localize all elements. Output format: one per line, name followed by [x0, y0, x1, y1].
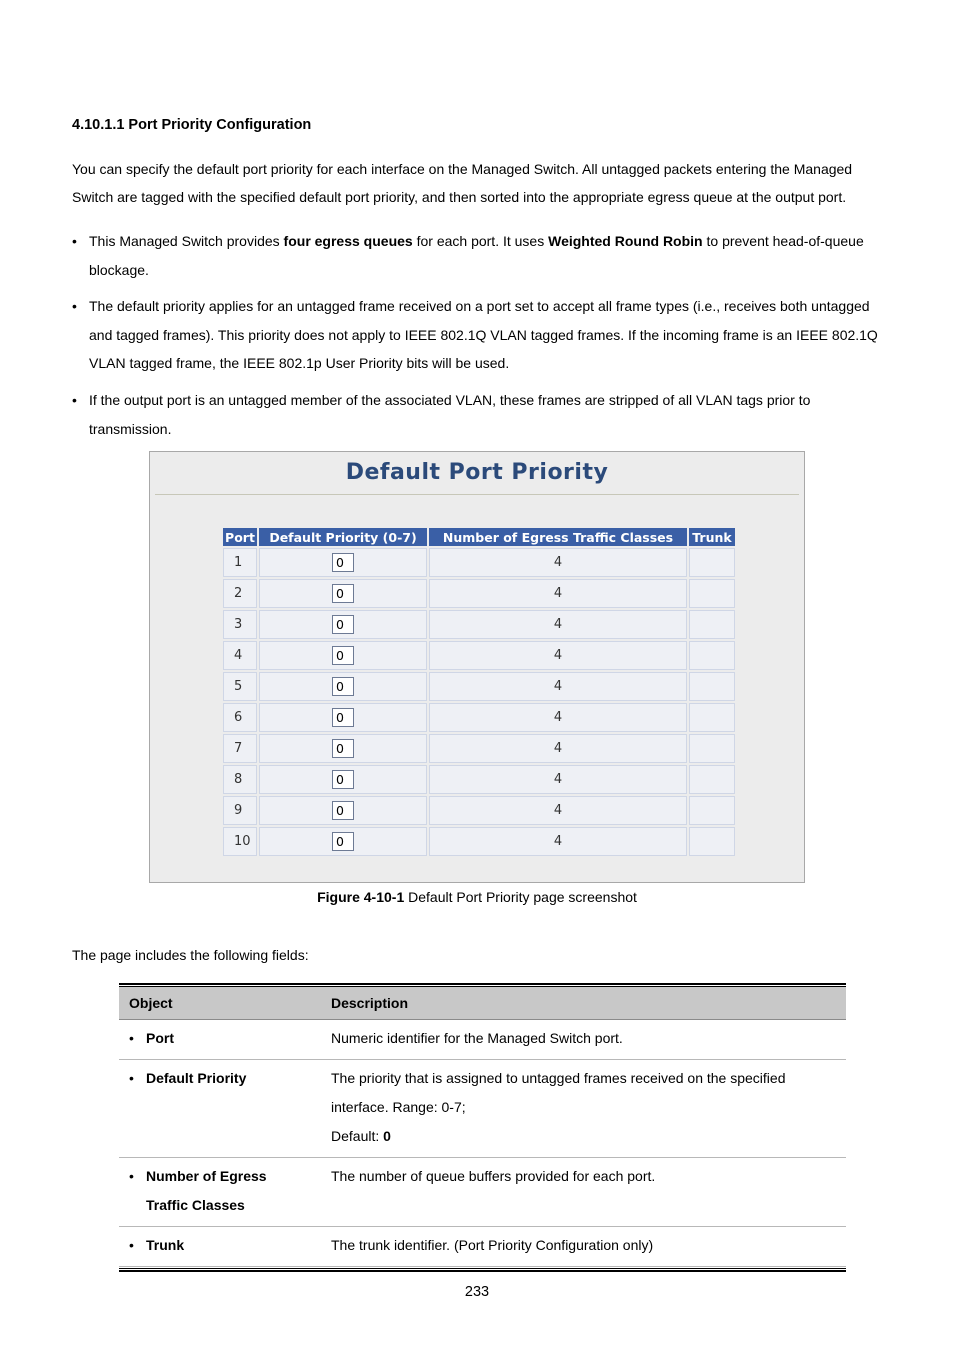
default-priority-input[interactable] [332, 832, 354, 851]
bullet-bold-text: Weighted Round Robin [548, 233, 703, 249]
default-priority-input[interactable] [332, 646, 354, 665]
port-cell: 3 [223, 610, 257, 639]
table-row [223, 765, 735, 794]
object-name: Number of Egress Traffic Classes [146, 1168, 267, 1213]
trunk-cell [689, 610, 735, 639]
priority-cell [259, 703, 427, 732]
table-row [223, 641, 735, 670]
trunk-cell [689, 796, 735, 825]
table-row [223, 734, 735, 763]
bullet-text: If the output port is an untagged member of the associated VLAN, these frames are stripped of all VLAN tags prior to transmission. [89, 392, 811, 437]
table-row [119, 1158, 846, 1227]
default-number: 0 [383, 1128, 391, 1144]
figure-caption [0, 889, 954, 905]
table-row [119, 1060, 846, 1158]
default-label: Default: [331, 1128, 384, 1144]
egress-classes-cell: 4 [429, 610, 687, 639]
priority-cell [259, 734, 427, 763]
figure-divider [155, 494, 799, 495]
object-name: Default Priority [146, 1070, 247, 1086]
port-cell: 8 [223, 765, 257, 794]
priority-cell [259, 641, 427, 670]
object-description: The number of queue buffers provided for each port. [321, 1158, 846, 1227]
col-port-header: Port [223, 528, 257, 546]
default-priority-input[interactable] [332, 677, 354, 696]
bullet-dot: • [72, 298, 77, 314]
port-cell: 5 [223, 672, 257, 701]
col-trunk-header: Trunk [689, 528, 735, 546]
table-row [119, 1227, 846, 1267]
egress-classes-cell: 4 [429, 765, 687, 794]
port-cell: 10 [223, 827, 257, 856]
default-priority-input[interactable] [332, 770, 354, 789]
bullet-egress-queues [72, 227, 884, 284]
bullet-dot: • [129, 1168, 134, 1184]
egress-classes-cell: 4 [429, 796, 687, 825]
egress-classes-cell: 4 [429, 672, 687, 701]
default-priority-input[interactable] [332, 801, 354, 820]
col-priority-header: Default Priority (0-7) [259, 528, 427, 546]
port-cell: 2 [223, 579, 257, 608]
figure-screenshot [149, 451, 805, 883]
col-egress-header: Number of Egress Traffic Classes [429, 528, 687, 546]
trunk-cell [689, 548, 735, 577]
default-priority-input[interactable] [332, 553, 354, 572]
bullet-bold-text: four egress queues [283, 233, 413, 249]
priority-cell [259, 672, 427, 701]
port-cell: 1 [223, 548, 257, 577]
bullet-text: for each port. It uses [412, 233, 549, 249]
table-row [223, 610, 735, 639]
table-top-rule [119, 983, 846, 985]
default-value [331, 1122, 836, 1151]
port-cell: 9 [223, 796, 257, 825]
default-priority-input[interactable] [332, 584, 354, 603]
table-row [223, 579, 735, 608]
egress-classes-cell: 4 [429, 703, 687, 732]
object-description: The priority that is assigned to untagged frames received on the specified interface. Range: 0-7; [331, 1070, 786, 1115]
caption-label: Figure 4-10-1 [317, 889, 405, 905]
egress-classes-cell: 4 [429, 827, 687, 856]
table-row [223, 827, 735, 856]
bullet-text: The default priority applies for an untagged frame received on a port set to accept all frame types (i.e., receives both untagged and tagged frames). This priority does not apply to IEEE 802.1Q VLAN tagged frames. If the incoming frame is an IEEE 802.1Q VLAN tagged frame, the IEEE 802.1p User Priority bits will be used. [89, 298, 878, 371]
description-header: Description [321, 987, 846, 1020]
bullet-default-priority [72, 292, 884, 378]
egress-classes-cell: 4 [429, 548, 687, 577]
trunk-cell [689, 641, 735, 670]
egress-classes-cell: 4 [429, 579, 687, 608]
port-cell: 7 [223, 734, 257, 763]
default-priority-input[interactable] [332, 615, 354, 634]
bullet-dot: • [72, 392, 77, 408]
trunk-cell [689, 827, 735, 856]
port-priority-table [221, 526, 737, 858]
object-description: The trunk identifier. (Port Priority Configuration only) [321, 1227, 846, 1267]
object-description: Numeric identifier for the Managed Switch port. [321, 1020, 846, 1060]
object-name: Trunk [146, 1237, 185, 1253]
fields-table [119, 987, 846, 1267]
table-row [119, 1020, 846, 1060]
table-bottom-rule [119, 1268, 846, 1269]
page-number: 233 [464, 1284, 490, 1300]
table-row [223, 796, 735, 825]
default-priority-input[interactable] [332, 739, 354, 758]
caption-text: Default Port Priority page screenshot [404, 889, 637, 905]
bullet-text: This Managed Switch provides [89, 233, 284, 249]
port-cell: 4 [223, 641, 257, 670]
bullet-text: to prevent head-of-queue blockage. [89, 233, 864, 278]
bullet-dot: • [129, 1070, 134, 1086]
priority-cell [259, 548, 427, 577]
priority-cell [259, 827, 427, 856]
trunk-cell [689, 703, 735, 732]
bullet-dot: • [129, 1030, 134, 1046]
default-priority-input[interactable] [332, 708, 354, 727]
table-row [223, 703, 735, 732]
trunk-cell [689, 734, 735, 763]
priority-cell [259, 765, 427, 794]
egress-classes-cell: 4 [429, 641, 687, 670]
intro-paragraph: You can specify the default port priority for each interface on the Managed Switch. All untagged packets entering the Managed Switch are tagged with the specified default port priority, and then sorted into the appropriate egress queue at the output port. [72, 161, 853, 205]
priority-cell [259, 610, 427, 639]
object-name: Port [146, 1030, 174, 1046]
egress-classes-cell: 4 [429, 734, 687, 763]
figure-title: Default Port Priority [345, 460, 609, 485]
priority-cell [259, 796, 427, 825]
fields-table-wrapper [119, 983, 846, 1272]
table-bottom-rule [119, 1270, 846, 1272]
trunk-cell [689, 579, 735, 608]
port-cell: 6 [223, 703, 257, 732]
bullet-dot: • [129, 1237, 134, 1253]
fields-intro: The page includes the following fields: [72, 947, 309, 963]
priority-cell [259, 579, 427, 608]
bullet-dot: • [72, 233, 77, 249]
trunk-cell [689, 765, 735, 794]
object-header: Object [119, 987, 321, 1020]
table-row [223, 672, 735, 701]
trunk-cell [689, 672, 735, 701]
table-row [223, 548, 735, 577]
bullet-untagged-member [72, 386, 884, 443]
section-heading: 4.10.1.1 Port Priority Configuration [72, 117, 312, 133]
